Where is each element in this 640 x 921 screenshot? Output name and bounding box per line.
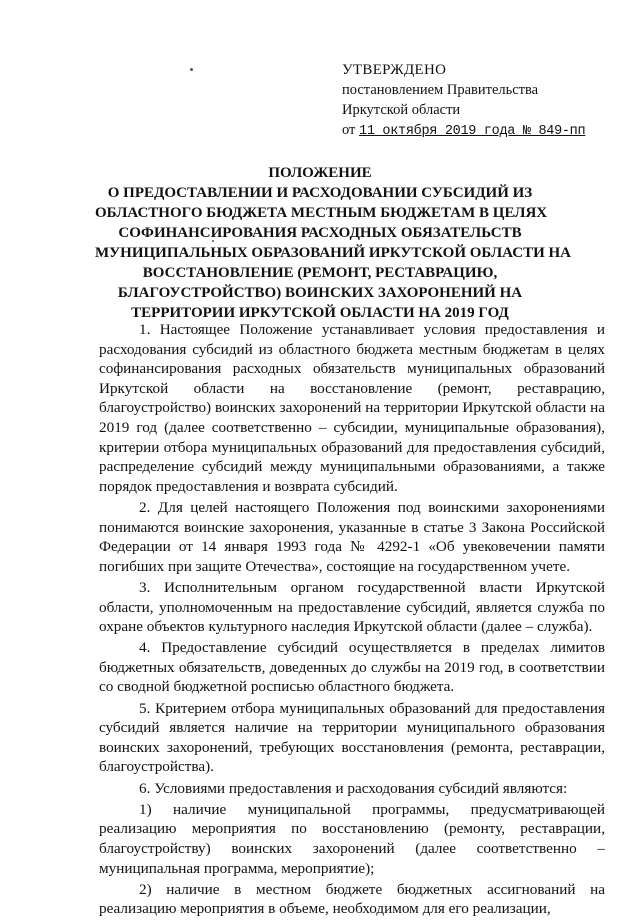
list-item-2: 2) наличие в местном бюджете бюджетных ассигнований на реализацию мероприятия в объеме, необходимом для его реализации, [99, 880, 605, 918]
paragraph-1: 1. Настоящее Положение устанавливает условия предоставления и расходования субсидий из областного бюджета местным бюджетам в целях софинансирования расходных обязательств муниципальных образований Иркутской области на восстановление (ремонт, реставрацию, благоустройство) воинских захоронений на территории Иркутской области на 2019 год (далее соответственно – субсидии, муниципальные образования), критерии отбора муниципальных образований для предоставления субсидий, распределение субсидий между муниципальными образованиями, а также порядок предоставления и возврата субсидий. [99, 321, 605, 495]
paragraph-5: 5. Критерием отбора муниципальных образований для предоставления субсидий является наличие на территории муниципального образования воинских захоронений, требующих восстановления (ремонта, реставрации, благоустройства). [99, 699, 605, 776]
paragraph-3: 3. Исполнительным органом государственной власти Иркутской области, уполномоченным на предоставление субсидий, является служба по охране объектов культурного наследия Иркутской области (далее – служба). [99, 578, 605, 636]
approval-line-1: постановлением Правительства [342, 82, 539, 98]
approval-line-2: Иркутской области [342, 102, 461, 118]
paragraph-6: 6. Условиями предоставления и расходования субсидий являются: [139, 779, 568, 797]
title-line: ВОССТАНОВЛЕНИЕ (РЕМОНТ, РЕСТАВРАЦИЮ, [142, 265, 498, 281]
date-value: 11 октября 2019 года № 849-пп [359, 124, 586, 139]
document-title [95, 163, 571, 323]
scan-speck [190, 68, 193, 71]
approval-block [342, 60, 612, 142]
approval-date-line [342, 120, 612, 142]
paragraph-4: 4. Предоставление субсидий осуществляется в пределах лимитов бюджетных обязательств, доведенных до службы на 2019 год, в соответствии со сводной бюджетной росписью областного бюджета. [99, 639, 605, 696]
approval-heading: УТВЕРЖДЕНО [342, 62, 447, 78]
title-line: БЛАГОУСТРОЙСТВО) ВОИНСКИХ ЗАХОРОНЕНИЙ НА [117, 285, 523, 301]
title-line: ПОЛОЖЕНИЕ [268, 165, 372, 181]
title-line: СОФИНАНСИРОВАНИЯ РАСХОДНЫХ ОБЯЗАТЕЛЬСТВ [118, 225, 522, 241]
list-item-1: 1) наличие муниципальной программы, предусматривающей реализацию мероприятия по восстановлению (ремонту, реставрации, благоустройству) воинских захоронений (далее соответственно – муниципальная программа, мероприятие); [99, 800, 605, 877]
title-line: О ПРЕДОСТАВЛЕНИИ И РАСХОДОВАНИИ СУБСИДИЙ ИЗ [107, 185, 533, 201]
title-line: МУНИЦИПАЛЬНЫХ ОБРАЗОВАНИЙ ИРКУТСКОЙ ОБЛАСТИ НА [95, 245, 571, 261]
paragraph-2: 2. Для целей настоящего Положения под воинскими захоронениями понимаются воинские захоронения, указанные в статье 3 Закона Российской Федерации от 14 января 1993 года № 4292-1 «Об увековечении памяти погибших при защите Отечества», состоящие на государственном учете. [99, 498, 605, 575]
title-line: ТЕРРИТОРИИ ИРКУТСКОЙ ОБЛАСТИ НА 2019 ГОД [131, 305, 509, 321]
date-prefix: от [342, 122, 356, 138]
document-body [99, 320, 605, 921]
title-line: ОБЛАСТНОГО БЮДЖЕТА МЕСТНЫМ БЮДЖЕТАМ В ЦЕЛЯХ [95, 205, 548, 221]
